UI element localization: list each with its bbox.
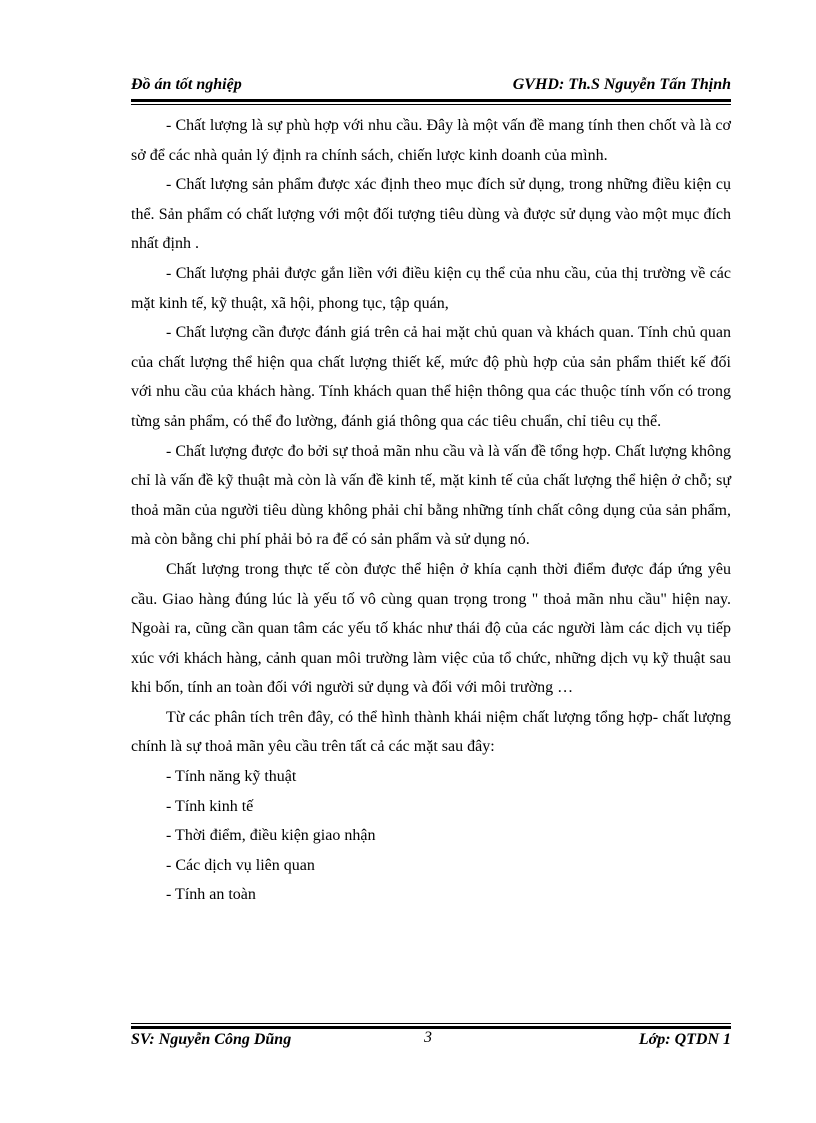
list-item: - Tính năng kỹ thuật xyxy=(166,768,297,786)
page-header xyxy=(131,76,731,98)
page-number: 3 xyxy=(424,1029,432,1046)
footer-student: SV: Nguyễn Công Dũng xyxy=(131,1031,292,1048)
paragraph: - Chất lượng sản phẩm được xác định theo mục đích sử dụng, trong những điều kiện cụ thể. Sản phẩm có chất lượng với một đối tượng tiêu dùng và được sử dụng vào một mục đích nhất định . xyxy=(131,176,731,253)
list-item: - Tính kinh tế xyxy=(166,797,254,815)
body-text xyxy=(131,111,731,910)
paragraph: - Chất lượng là sự phù hợp với nhu cầu. Đây là một vấn đề mang tính then chốt và là cơ sở để các nhà quản lý định ra chính sách, chiến lược kinh doanh của mình. xyxy=(131,117,731,164)
list-item: - Thời điểm, điều kiện giao nhận xyxy=(166,827,376,845)
paragraph: - Chất lượng được đo bởi sự thoả mãn nhu cầu và là vấn đề tổng hợp. Chất lượng không chỉ là vấn đề kỹ thuật mà còn là vấn đề kinh tế, mặt kinh tế của chất lượng thể hiện ở chỗ; sự thoả mãn của người tiêu dùng không phải chỉ bằng những tính chất công dụng của sản phẩm, mà còn bằng chi phí phải bỏ ra để có sản phẩm và sử dụng nó. xyxy=(131,442,731,549)
header-title: Đồ án tốt nghiệp xyxy=(131,76,242,93)
header-rule-thin xyxy=(131,104,731,105)
paragraph: Chất lượng trong thực tế còn được thể hiện ở khía cạnh thời điểm được đáp ứng yêu cầu. Giao hàng đúng lúc là yếu tố vô cùng quan trọng trong " thoả mãn nhu cầu" hiện nay. Ngoài ra, cũng cần quan tâm các yếu tố khác như thái độ của các người làm các dịch vụ tiếp xúc với khách hàng, cảnh quan môi trường làm việc của tổ chức, những dịch vụ kỹ thuật sau khi bốn, tính an toàn đối với người sử dụng và đối với môi trường … xyxy=(131,560,731,697)
list-item: - Tính an toàn xyxy=(166,886,256,904)
footer-rule-thin xyxy=(131,1023,731,1024)
paragraph: - Chất lượng cần được đánh giá trên cả hai mặt chủ quan và khách quan. Tính chủ quan của chất lượng thể hiện qua chất lượng thiết kế, mức độ phù hợp của sản phẩm thiết kế đối với nhu cầu của khách hàng. Tính khách quan thể hiện thông qua các thuộc tính vốn có trong từng sản phẩm, có thể đo lường, đánh giá thông qua các tiêu chuẩn, chỉ tiêu cụ thể. xyxy=(131,324,731,430)
header-rule-thick xyxy=(131,99,731,102)
paragraph: Từ các phân tích trên đây, có thể hình thành khái niệm chất lượng tổng hợp- chất lượng chính là sự thoả mãn yêu cầu trên tất cả các mặt sau đây: xyxy=(131,708,731,756)
header-supervisor: GVHD: Th.S Nguyễn Tấn Thịnh xyxy=(512,76,731,93)
list-item: - Các dịch vụ liên quan xyxy=(166,856,315,874)
page-footer xyxy=(131,1029,731,1051)
footer-class: Lớp: QTDN 1 xyxy=(638,1031,731,1048)
paragraph: - Chất lượng phải được gắn liền với điều kiện cụ thể của nhu cầu, của thị trường về các mặt kinh tế, kỹ thuật, xã hội, phong tục, tập quán, xyxy=(131,264,731,312)
